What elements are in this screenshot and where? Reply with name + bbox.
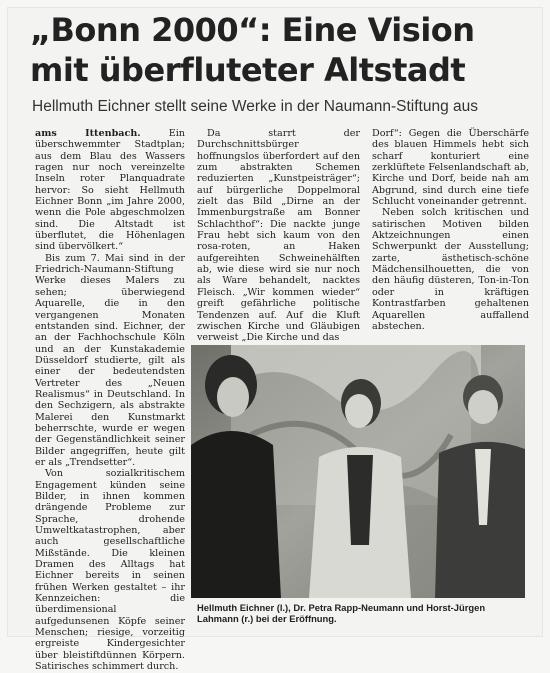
paragraph: Da starrt der Durchschnittsbürger hoffnungslos überfordert auf den zum abstrakten Schemen reduzierten „Kunstpeisträger“; auf bürgerliche Doppelmoral zielt das Bild „Dirne an der Immenburgstraße am Bonner Schlachthof“: Die nackte junge Frau hebt sich kaum von den rosa-roten, an Haken aufgereihten Schweinehälften ab, wie diese wird sie nur noch als Ware behandelt, nacktes Fleisch. „Wir kommen wieder“ greift gefährliche politische Tendenzen auf. Auf die Kluft zwischen Kirche und Gläubigen verweist „Die Kirche und das	[197, 128, 360, 344]
article-column-3	[372, 128, 529, 332]
dateline: ams Ittenbach.	[35, 128, 141, 139]
event-photo	[191, 345, 525, 598]
paragraph-text: Ein überschwemmter Stadtplan; aus dem Blau des Wassers ragen nur noch vereinzelte Inseln roter Planquadrate hervor: So sieht Hellmuth Eichner Bonn „im Jahre 2000, wenn die Pole abgeschmolzen sind. Die Altstadt ist überflutet, die Höhenlagen sind übervölkert.“	[35, 128, 185, 253]
subheadline: Hellmuth Eichner stellt seine Werke in der Naumann-Stiftung aus	[32, 98, 478, 115]
photo-caption: Hellmuth Eichner (l.), Dr. Petra Rapp-Neumann und Horst-Jürgen Lahmann (r.) bei der Eröffnung.	[197, 602, 486, 624]
headline-line-1: „Bonn 2000“: Eine Vision	[30, 11, 475, 49]
headline-line-2: mit überfluteter Altstadt	[30, 51, 466, 89]
paragraph: Bis zum 7. Mai sind in der Friedrich-Naumann-Stiftung Werke dieses Malers zu sehen; überwiegend Aquarelle, die in den vergangenen Monaten entstanden sind. Eichner, der an der Fachhochschule Köln und an der Kunstakademie Düsseldorf studierte, gilt als einer der bedeutendsten Vertreter des „Neuen Realismus“ in Deutschland. In den Sechzigern, als abstrakte Malerei den Kunstmarkt beherrschte, wurde er wegen der Gegenständlichkeit seiner Bilder angegriffen, heute gilt er als „Trendsetter“.	[35, 252, 185, 468]
article-column-2	[197, 128, 360, 344]
paragraph	[35, 128, 185, 253]
photo-illustration	[191, 345, 525, 598]
paragraph: Dorf“: Gegen die Überschärfe des blauen Himmels hebt sich scharf konturiert eine zerklüftete Felsenlandschaft ab, Kirche und Dorf, beide nah am Abgrund, sind durch eine tiefe Schlucht voneinander getrennt.	[372, 128, 529, 208]
article-column-1	[35, 128, 185, 673]
paragraph: Von sozialkritischem Engagement künden seine Bilder, in ihnen kommen drängende Probleme zur Sprache, drohende Umweltkatastrophen, aber auch gesellschaftliche Mißstände. Die kleinen Dramen des Alltags hat Eichner bereits in seinen frühen Werken gestaltet – ihr Kennzeichen: die überdimensional aufgedunsenen Köpfe seiner Menschen; riesige, vorzeitig ergreiste Kindergesichter über bleistiftdünnen Körpern. Satirisches schimmert durch.	[35, 468, 185, 673]
paragraph: Neben solch kritischen und satirischen Motiven bilden Aktzeichnungen einen Schwerpunkt der Ausstellung; zarte, ästhetisch-schöne Mädchensilhouetten, die von den häufig düsteren, Ton-in-Ton oder in kräftigen Kontrastfarben gehaltenen Aquarellen auffallend abstechen.	[372, 207, 529, 332]
headline	[30, 10, 540, 90]
